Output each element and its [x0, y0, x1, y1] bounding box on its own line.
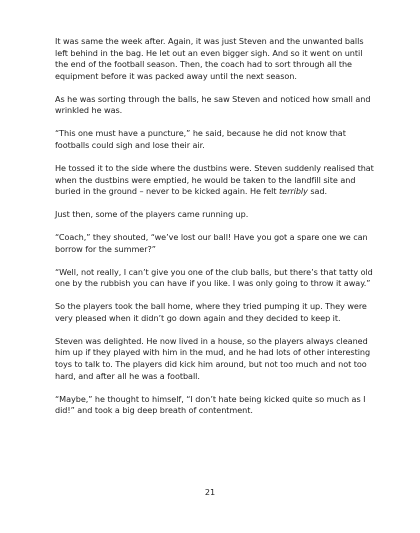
paragraph-4 — [55, 163, 375, 198]
paragraph-8: So the players took the ball home, where they tried pumping it up. They were very pleased when it didn’t go down again and they decided to keep it. — [55, 301, 367, 323]
paragraph-5: Just then, some of the players came running up. — [55, 209, 249, 220]
paragraph-2: As he was sorting through the balls, he saw Steven and noticed how small and wrinkled he was. — [55, 93, 371, 116]
paragraph-4-before: He tossed it to the side where the dustbins were. Steven suddenly realised that when the dustbins were emptied, he would be taken to the landfill site and buried in the ground – never to be kicked again. He felt — [55, 162, 374, 197]
paragraph-4-after: sad. — [307, 186, 328, 197]
paragraph-10: “Maybe,” he thought to himself, “I don’t hate being kicked quite so much as I did!” and took a big deep breath of contentment. — [55, 393, 366, 416]
paragraph-6: “Coach,” they shouted, “we’ve lost our ball! Have you got a spare one we can borrow for the summer?” — [55, 232, 368, 254]
paragraph-7: “Well, not really, I can’t give you one of the club balls, but there’s that tatty old one by the rubbish you can have if you like. I was only going to throw it away.” — [55, 266, 373, 289]
page-number: 21 — [204, 487, 216, 497]
story-text — [55, 36, 375, 428]
paragraph-1: It was same the week after. Again, it was just Steven and the unwanted balls left behind in the bag. He let out an even bigger sigh. And so it went on until the end of the football season. Then, the coach had to sort through all the equipment before it was packed away until the next season. — [55, 36, 364, 81]
paragraph-9: Steven was delighted. He now lived in a house, so the players always cleaned him up if they played with him in the mud, and he had lots of other interesting toys to talk to. The players did kick him around, but not too much and not too hard, and after all he was a football. — [55, 335, 371, 381]
paragraph-3: “This one must have a puncture,” he said, because he did not know that footballs could sigh and lose their air. — [55, 128, 346, 150]
paragraph-4-emphasis: terribly — [279, 186, 308, 197]
